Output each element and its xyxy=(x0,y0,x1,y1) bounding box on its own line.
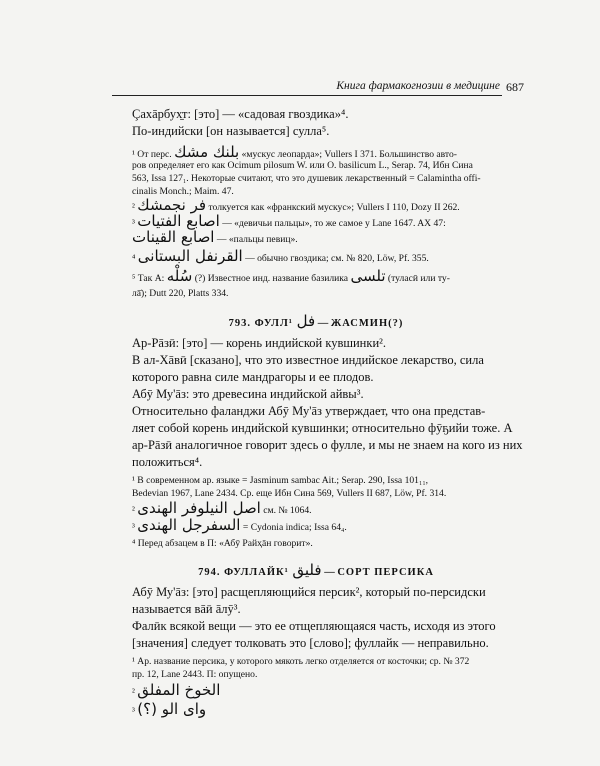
arabic-term: اصابع القينات xyxy=(132,228,215,246)
footnote-number: ⁵ xyxy=(132,273,136,284)
footnote-text: (туласӣ или ту- xyxy=(387,273,450,284)
footnote-text: Так А: xyxy=(137,273,165,284)
footnote-number: ² xyxy=(132,202,135,213)
footnote xyxy=(132,499,312,517)
footnote-text: см. № 1064. xyxy=(263,505,312,516)
arabic-term: السفرجل الهندى xyxy=(137,516,241,534)
footnote-line: ¹ В современном ар. языке = Jasminum sambac Ait.; Serap. 290, Issa 101₁₁, xyxy=(132,475,429,486)
footnote xyxy=(132,681,221,699)
footnote-text: От перс. xyxy=(137,149,172,160)
footnote-line: Bedevian 1967, Lane 2434. Ср. еще Ибн Сина 569, Vullers II 687, Löw, Pf. 314. xyxy=(132,488,447,499)
footnote-line: лā̄); Dutt 220, Platts 334. xyxy=(132,288,229,299)
footnote-number: ³ xyxy=(132,522,135,533)
text-line: Çахāрбух̱т: [это] — «садовая гвоздика»⁴. xyxy=(132,107,349,121)
footnote xyxy=(132,516,347,534)
arabic-term: بلنك مشك xyxy=(174,143,240,161)
footnote-text: = Cydonia indica; Issa 64₄. xyxy=(242,522,347,533)
text-line: В ал-Хāвӣ [сказано], что это известное индийское лекарство, сила xyxy=(132,353,484,367)
footnote-number: ³ xyxy=(132,706,135,717)
entry-heading-title: 793. ФУЛЛ¹ xyxy=(228,318,293,329)
arabic-term: اصابع الفتيات xyxy=(137,212,220,230)
text-line: положиться⁴. xyxy=(132,455,203,469)
text-line: которого равна силе мандрагоры и ее плодов. xyxy=(132,370,374,384)
footnote-text: — «девичьи пальцы», то же самое у Lane 1647. AX 47: xyxy=(222,218,446,229)
footnote-line: ¹ Ар. название персика, у которого мякоть легко отделяется от косточки; ср. № 372 xyxy=(132,656,470,667)
entry-heading xyxy=(132,314,500,331)
text-line: По-индийски [он называется] сулла⁵. xyxy=(132,124,330,138)
footnote-text: толкуется как «франкский мускус»; Vullers I 110, Dozy II 262. xyxy=(208,202,460,213)
entry-heading-gloss: — ЖАСМИН(?) xyxy=(317,318,404,329)
text-line: ляет собой корень индийской кувшинки; относительно фӯҕийи тоже. А xyxy=(132,421,513,435)
footnote-number: ² xyxy=(132,687,135,698)
header-rule xyxy=(112,95,502,96)
text-line: [значения] следует толковать это [слово]; фуллайк — неправильно. xyxy=(132,636,489,650)
footnote xyxy=(132,267,450,285)
footnote-number: ⁴ xyxy=(132,253,136,264)
footnote-line: пр. 12, Lane 2443. П: опущено. xyxy=(132,669,258,680)
entry-heading-gloss: — СОРТ ПЕРСИКА xyxy=(324,567,434,578)
footnote xyxy=(132,247,429,265)
text-line: Фалӣк всякой вещи — это ее отщепляющаяся часть, исходя из этого xyxy=(132,619,496,633)
text-line: Абӯ Му'āз: [это] расщепляющийся персик², который по-персидски xyxy=(132,585,486,599)
arabic-term: سُلْه xyxy=(166,267,193,285)
footnote xyxy=(132,700,207,718)
arabic-term: القرنفل البستانى xyxy=(137,247,243,265)
arabic-term: فل xyxy=(296,312,316,330)
footnote-number: ² xyxy=(132,505,135,516)
text-line: Относительно фаланджи Абӯ Му'āз утверждает, что она представ- xyxy=(132,404,486,418)
text-line: Абӯ Му'āз: это древесина индийской айвы³. xyxy=(132,387,364,401)
footnote-number: ¹ xyxy=(132,149,135,160)
footnote-line: cinalis Monch.; Maim. 47. xyxy=(132,186,234,197)
arabic-term: اصل النيلوفر الهندى xyxy=(137,499,261,517)
arabic-term: تلسى xyxy=(350,267,386,285)
footnote-line: ⁴ Перед абзацем в П: «Абӯ Райҳāн говорит». xyxy=(132,538,313,549)
footnote-line: 563, Issa 127₁. Некоторые считают, что это душевик лекарственный = Calamintha offi- xyxy=(132,173,481,184)
footnote-text: (?) Известное инд. название базилика xyxy=(194,273,349,284)
arabic-term: واى الو (؟) xyxy=(137,700,207,718)
page-number: 687 xyxy=(506,80,524,94)
footnote xyxy=(132,228,298,246)
running-header: Книга фармакогнозии в медицине xyxy=(336,80,500,92)
footnote-line: ров определяет его как Ocimum pilosum W. или O. basilicum L., Serap. 74, Ибн Сина xyxy=(132,160,473,171)
text-line: называется вāӣ āлӯ³. xyxy=(132,602,241,616)
footnote-text: — «пальцы певиц». xyxy=(216,234,298,245)
entry-heading xyxy=(132,563,500,580)
arabic-term: فر نجمشك xyxy=(137,196,207,214)
footnote-text: «мускус леопарда»; Vullers I 371. Большинство авто- xyxy=(241,149,457,160)
text-line: Ар-Рāзӣ: [это] — корень индийской кувшинки². xyxy=(132,336,387,350)
text-line: ар-Рāзӣ аналогичное говорит здесь о фулле, и мы не знаем на кого из них xyxy=(132,438,523,452)
arabic-term: فليق xyxy=(292,561,322,579)
entry-heading-title: 794. ФУЛЛАЙК¹ xyxy=(198,567,289,578)
footnote-number: ³ xyxy=(132,218,135,229)
footnote-text: — обычно гвоздика; см. № 820, Löw, Pf. 355. xyxy=(245,253,429,264)
arabic-term: الخوخ المفلق xyxy=(137,681,221,699)
